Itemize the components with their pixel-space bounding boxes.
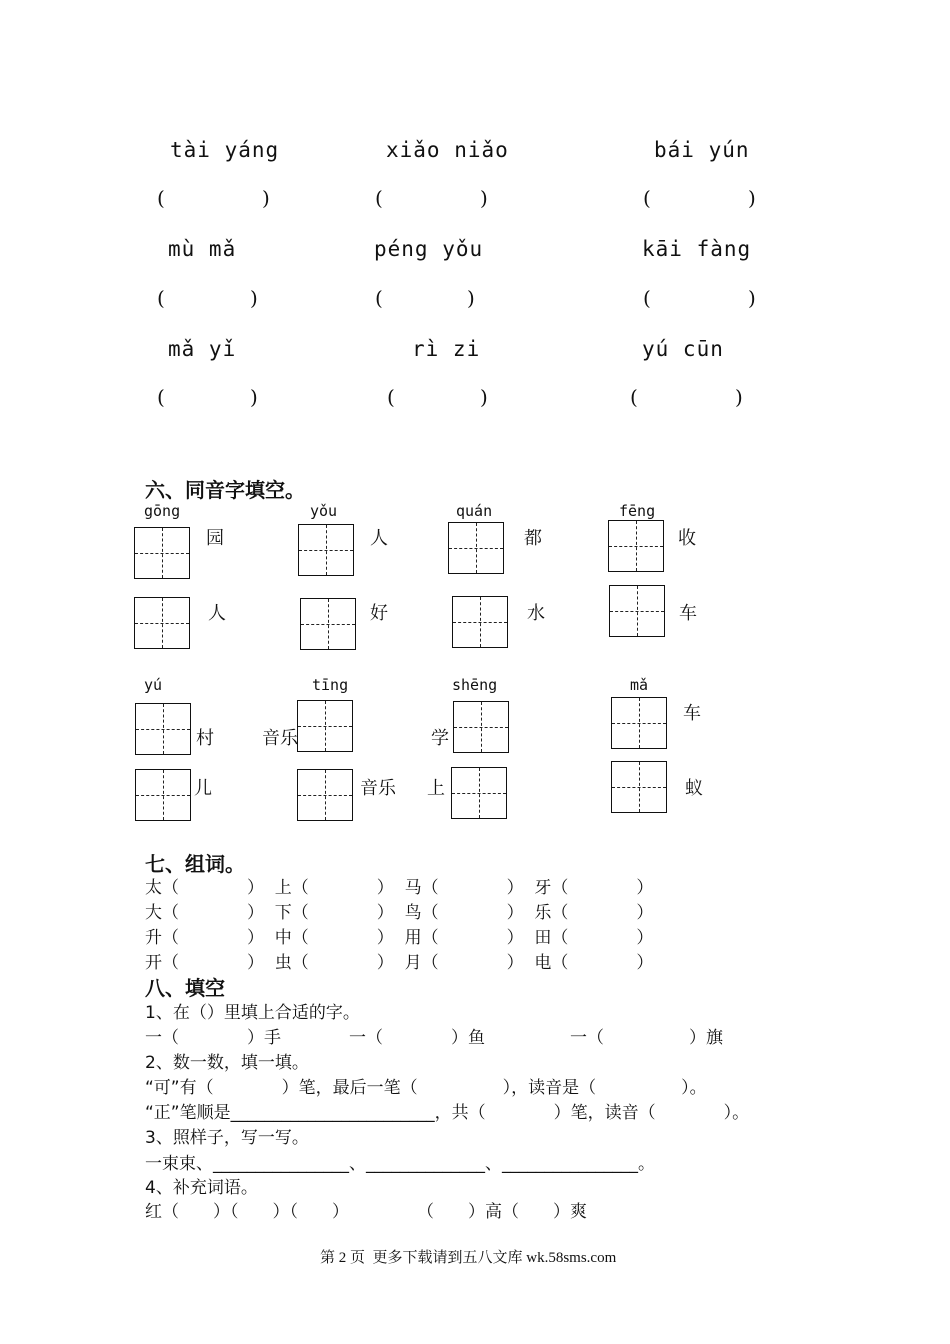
pinyin-word: rì zi bbox=[412, 337, 481, 361]
writing-box[interactable] bbox=[297, 700, 353, 752]
question: 3、照样子，写一写。 bbox=[145, 1128, 309, 1148]
pinyin-word: yú cūn bbox=[642, 337, 724, 361]
word-row[interactable]: 太（ ） 上（ ） 马（ ） 牙（ ） bbox=[145, 878, 654, 898]
word-char: 人 bbox=[370, 528, 388, 549]
page-footer: 第 2 页 更多下载请到五八文库 wk.58sms.com bbox=[320, 1250, 617, 1266]
writing-box[interactable] bbox=[300, 598, 356, 650]
answer-paren-open[interactable]: ( bbox=[375, 186, 383, 210]
writing-box[interactable] bbox=[135, 703, 191, 755]
pinyin-label: shēng bbox=[452, 676, 498, 694]
writing-box[interactable] bbox=[297, 769, 353, 821]
word-row[interactable]: 开（ ） 虫（ ） 月（ ） 电（ ） bbox=[145, 953, 654, 973]
word-char: 车 bbox=[683, 703, 701, 724]
pinyin-word: kāi fàng bbox=[642, 237, 752, 261]
answer-paren-open[interactable]: ( bbox=[387, 385, 395, 409]
answer-paren-close: ) bbox=[262, 186, 270, 210]
writing-box[interactable] bbox=[448, 522, 504, 574]
answer-paren-close: ) bbox=[250, 286, 258, 310]
answer-paren-open[interactable]: ( bbox=[643, 286, 651, 310]
answer-paren-close: ) bbox=[735, 385, 743, 409]
question: 4、补充词语。 bbox=[145, 1178, 258, 1198]
answer-paren-close: ) bbox=[250, 385, 258, 409]
answer-paren-open[interactable]: ( bbox=[630, 385, 638, 409]
word-char: 儿 bbox=[194, 778, 212, 799]
writing-box[interactable] bbox=[453, 701, 509, 753]
pinyin-word: mǎ yǐ bbox=[168, 337, 237, 361]
answer-paren-open[interactable]: ( bbox=[157, 385, 165, 409]
pinyin-word: péng yǒu bbox=[374, 237, 484, 261]
answer-paren-close: ) bbox=[748, 186, 756, 210]
answer-line[interactable]: “正”笔顺是________________________，共（ ）笔，读音（ ）。 bbox=[145, 1103, 750, 1123]
pinyin-label: yú bbox=[144, 676, 163, 694]
pinyin-label: tīng bbox=[312, 676, 349, 694]
word-row[interactable]: 大（ ） 下（ ） 鸟（ ） 乐（ ） bbox=[145, 903, 654, 923]
pinyin-label: yǒu bbox=[310, 502, 338, 520]
question: 2、数一数，填一填。 bbox=[145, 1053, 309, 1073]
pinyin-label: fēng bbox=[619, 502, 656, 520]
section-title: 六、同音字填空。 bbox=[145, 478, 305, 502]
pinyin-word: tài yáng bbox=[170, 138, 280, 162]
writing-box[interactable] bbox=[134, 527, 190, 579]
answer-paren-open[interactable]: ( bbox=[157, 286, 165, 310]
writing-box[interactable] bbox=[608, 520, 664, 572]
pinyin-word: bái yún bbox=[654, 138, 750, 162]
question: 1、在（）里填上合适的字。 bbox=[145, 1003, 360, 1023]
answer-line[interactable]: 红（ ）（ ）（ ） （ ）高（ ）爽 bbox=[145, 1202, 587, 1222]
answer-paren-open[interactable]: ( bbox=[157, 186, 165, 210]
word-char: 园 bbox=[206, 528, 224, 549]
word-char: 蚁 bbox=[685, 778, 703, 799]
writing-box[interactable] bbox=[134, 597, 190, 649]
word-char: 都 bbox=[524, 528, 542, 549]
pinyin-label: mǎ bbox=[630, 676, 649, 694]
writing-box[interactable] bbox=[611, 761, 667, 813]
writing-box[interactable] bbox=[298, 524, 354, 576]
writing-box[interactable] bbox=[135, 769, 191, 821]
answer-line[interactable]: 一束束、________________、______________、________________。 bbox=[145, 1154, 655, 1174]
answer-paren-close: ) bbox=[480, 385, 488, 409]
word-char: 上 bbox=[427, 778, 445, 799]
word-char: 水 bbox=[527, 603, 545, 624]
answer-paren-close: ) bbox=[480, 186, 488, 210]
writing-box[interactable] bbox=[452, 596, 508, 648]
answer-paren-close: ) bbox=[467, 286, 475, 310]
answer-paren-close: ) bbox=[748, 286, 756, 310]
answer-paren-open[interactable]: ( bbox=[643, 186, 651, 210]
writing-box[interactable] bbox=[451, 767, 507, 819]
answer-line[interactable]: 一（ ）手 一（ ）鱼 一（ ）旗 bbox=[145, 1028, 723, 1048]
pinyin-word: xiǎo niǎo bbox=[386, 138, 509, 162]
answer-paren-open[interactable]: ( bbox=[375, 286, 383, 310]
word-char: 好 bbox=[370, 603, 388, 624]
word-char: 收 bbox=[678, 528, 696, 549]
pinyin-label: quán bbox=[456, 502, 493, 520]
word-char: 村 bbox=[196, 728, 214, 749]
word-char: 人 bbox=[208, 603, 226, 624]
word-char: 音乐 bbox=[262, 728, 298, 749]
writing-box[interactable] bbox=[611, 697, 667, 749]
writing-box[interactable] bbox=[609, 585, 665, 637]
word-char: 学 bbox=[431, 728, 449, 749]
section-title: 七、组词。 bbox=[145, 852, 245, 876]
pinyin-word: mù mǎ bbox=[168, 237, 237, 261]
answer-line[interactable]: “可”有（ ）笔，最后一笔（ ），读音是（ ）。 bbox=[145, 1078, 707, 1098]
word-char: 车 bbox=[679, 603, 697, 624]
pinyin-label: gōng bbox=[144, 502, 181, 520]
word-row[interactable]: 升（ ） 中（ ） 用（ ） 田（ ） bbox=[145, 928, 654, 948]
section-title: 八、填空 bbox=[145, 976, 225, 1000]
word-char: 音乐 bbox=[360, 778, 396, 799]
